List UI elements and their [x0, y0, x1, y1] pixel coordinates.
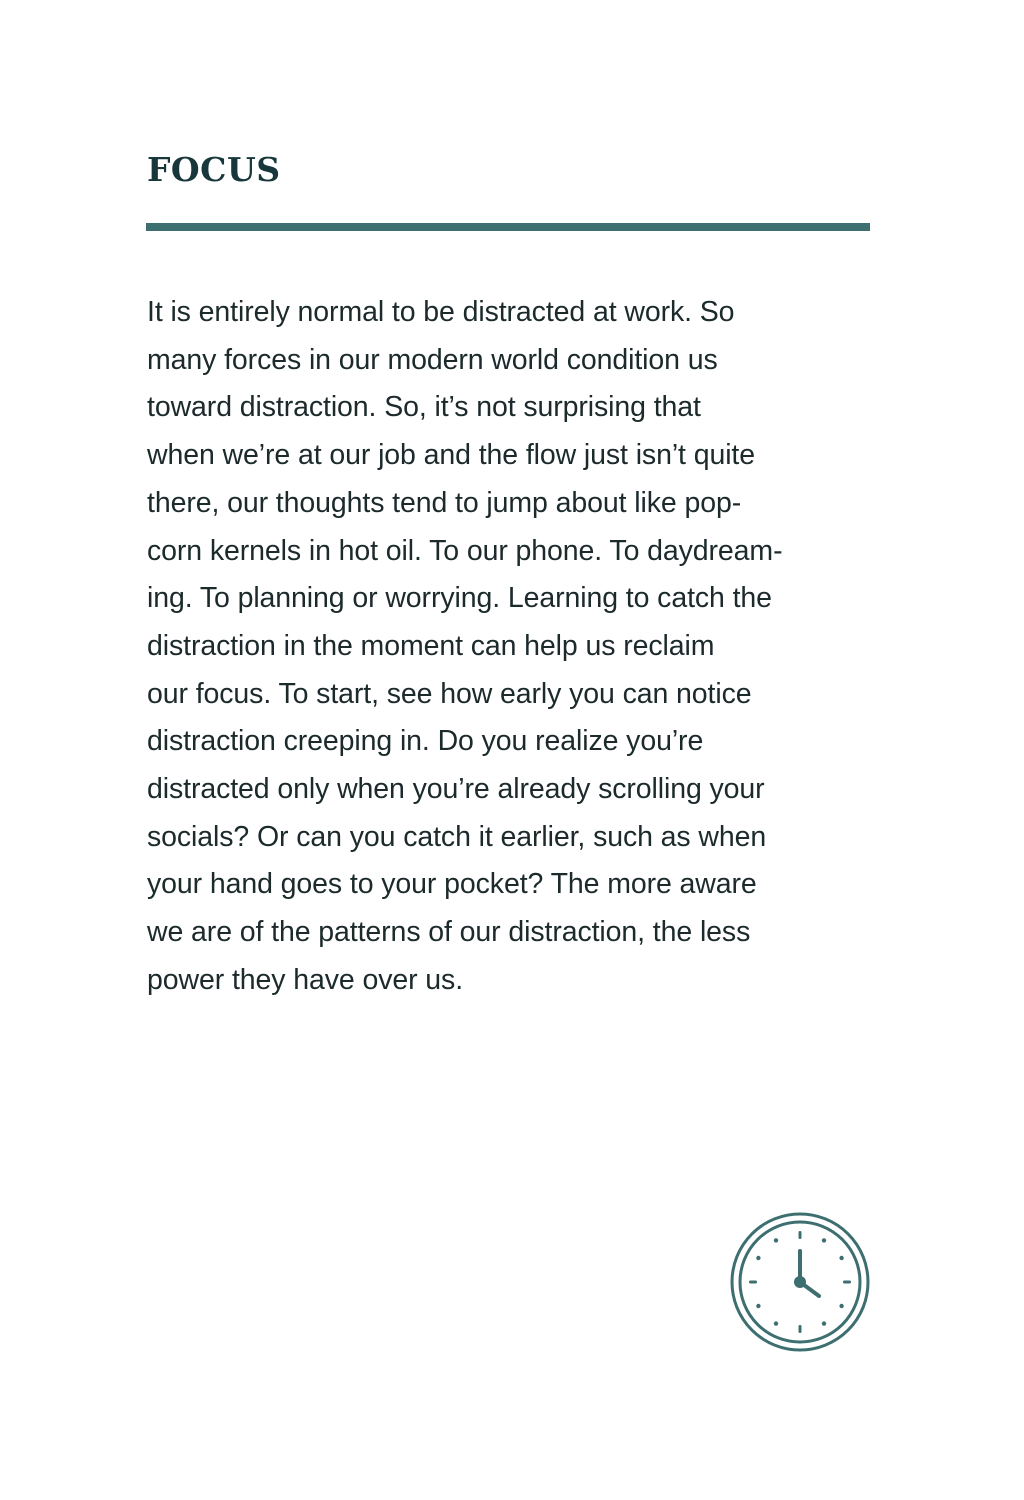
- body-line: your hand goes to your pocket? The more aware: [147, 868, 757, 901]
- title-divider: [146, 223, 870, 231]
- clock-icon: [729, 1211, 871, 1353]
- body-line: when we’re at our job and the flow just isn’t quite: [147, 439, 755, 472]
- body-line: many forces in our modern world condition us: [147, 343, 718, 376]
- body-line: It is entirely normal to be distracted at work. So: [147, 296, 735, 328]
- body-line: power they have over us.: [147, 963, 464, 996]
- body-line: distraction in the moment can help us reclaim: [147, 629, 715, 662]
- body-line: there, our thoughts tend to jump about like pop-: [147, 486, 742, 519]
- body-line: we are of the patterns of our distraction, the less: [147, 916, 751, 949]
- body-line: our focus. To start, see how early you can notice: [147, 677, 752, 710]
- body-line: socials? Or can you catch it earlier, such as when: [147, 820, 767, 853]
- body-line: distracted only when you’re already scrolling your: [147, 773, 765, 806]
- page-title: FOCUS: [147, 150, 281, 189]
- body-line: distraction creeping in. Do you realize you’re: [147, 725, 704, 758]
- body-line: toward distraction. So, it’s not surprising that: [147, 391, 701, 424]
- body-line: ing. To planning or worrying. Learning to catch the: [147, 582, 772, 615]
- body-paragraph: [147, 289, 877, 1005]
- body-line: corn kernels in hot oil. To our phone. To daydream-: [147, 534, 783, 567]
